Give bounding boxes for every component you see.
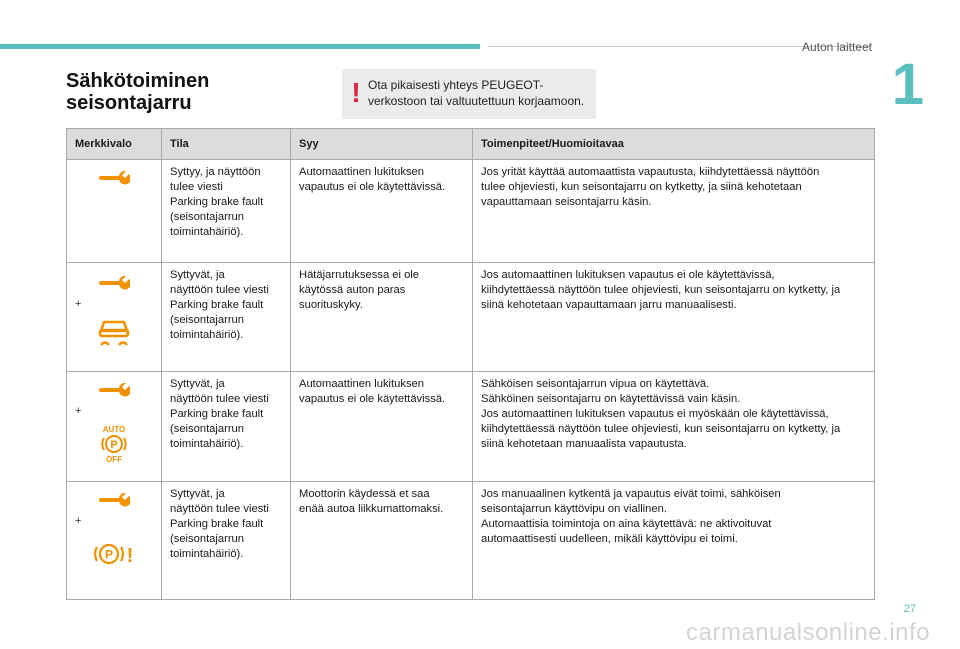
page-number: 27 [903,603,916,615]
table-row [67,263,875,372]
column-header-toimenpiteet: Toimenpiteet/Huomioitavaa [473,129,875,160]
column-header-syy: Syy [291,129,473,160]
skid-car-icon [97,317,131,347]
status-cell: Syttyy, ja näyttöön tulee viesti Parking brake fault (seisontajarrun toimintahäiriö). [162,160,291,263]
indicator-cell [67,263,162,372]
parking-p-label: P [110,439,118,451]
wrench-icon [98,275,130,291]
wrench-icon [98,492,130,508]
cause-cell: Moottorin käydessä et saa enää autoa liikkumattomaksi. [291,482,473,600]
warning-note-text: Ota pikaisesti yhteys PEUGEOT-verkostoon tai valtuutettuun korjaamoon. [368,78,585,108]
cause-cell: Automaattinen lukituksen vapautus ei ole käytettävissä. [291,160,473,263]
action-cell: Jos manuaalinen kytkentä ja vapautus eivät toimi, sähköisen seisontajarrun käyttövipu on viallinen. Automaattisia toimintoja on aina käytettävä: ne aktivoituvat automaattisesti uudelleen, mikäli käyttövipu ei toimi. [473,482,875,600]
off-label: OFF [106,455,122,464]
table-row [67,372,875,482]
warning-note [342,69,596,119]
auto-p-off-icon [97,424,131,464]
page-title-line-2: seisontajarru [66,92,192,114]
parking-brake-fault-icon [92,540,136,568]
table-row [67,160,875,263]
fault-exclamation: ! [126,545,134,567]
chapter-number: 1 [891,52,924,117]
page-title-line-1: Sähkötoiminen [66,70,210,92]
indicator-table [66,128,875,600]
cause-cell: Automaattinen lukituksen vapautus ei ole käytettävissä. [291,372,473,482]
column-header-tila: Tila [162,129,291,160]
status-cell: Syttyvät, ja näyttöön tulee viesti Parking brake fault (seisontajarrun toimintahäiriö). [162,263,291,372]
status-cell: Syttyvät, ja näyttöön tulee viesti Parking brake fault (seisontajarrun toimintahäiriö). [162,372,291,482]
plus-sign: + [75,405,82,417]
page-title [66,70,209,114]
column-header-merkkivalo: Merkkivalo [67,129,162,160]
table-header-row [67,129,875,160]
indicator-cell [67,160,162,263]
wrench-icon [98,170,130,186]
table-row [67,482,875,600]
plus-sign: + [75,515,82,527]
action-cell: Jos yrität käyttää automaattista vapautusta, kiihdytettäessä näyttöön tulee ohjeviesti, kun seisontajarru on kytketty, ja siinä kehotetaan vapauttamaan seisontajarru käsin. [473,160,875,263]
section-label: Auton laitteet [801,40,872,54]
status-cell: Syttyvät, ja näyttöön tulee viesti Parking brake fault (seisontajarrun toimintahäiriö). [162,482,291,600]
indicator-cell [67,482,162,600]
cause-cell: Hätäjarrutuksessa ei ole käytössä auton paras suorituskyky. [291,263,473,372]
watermark: carmanualsonline.info [686,619,930,646]
auto-label: AUTO [102,425,126,434]
parking-p-label: P [104,547,114,562]
plus-sign: + [75,298,82,310]
action-cell: Jos automaattinen lukituksen vapautus ei ole käytettävissä, kiihdytettäessä näyttöön tulee ohjeviesti, kun seisontajarru on kytketty, ja siinä kehotetaan vapauttamaan jarru manuaalisesti. [473,263,875,372]
indicator-cell [67,372,162,482]
warning-exclamation-icon: ! [351,77,361,108]
wrench-icon [98,382,130,398]
header-accent-bar [0,44,480,49]
action-cell: Sähköisen seisontajarrun vipua on käytettävä. Sähköinen seisontajarru on käytettävissä vain käsin. Jos automaattinen lukituksen vapautus ei myöskään ole käytettävissä, kiihdytettäessä näyttöön tulee ohjeviesti, kun seisontajarru on kytketty, ja siinä kehotetaan manuaalista vapautusta. [473,372,875,482]
